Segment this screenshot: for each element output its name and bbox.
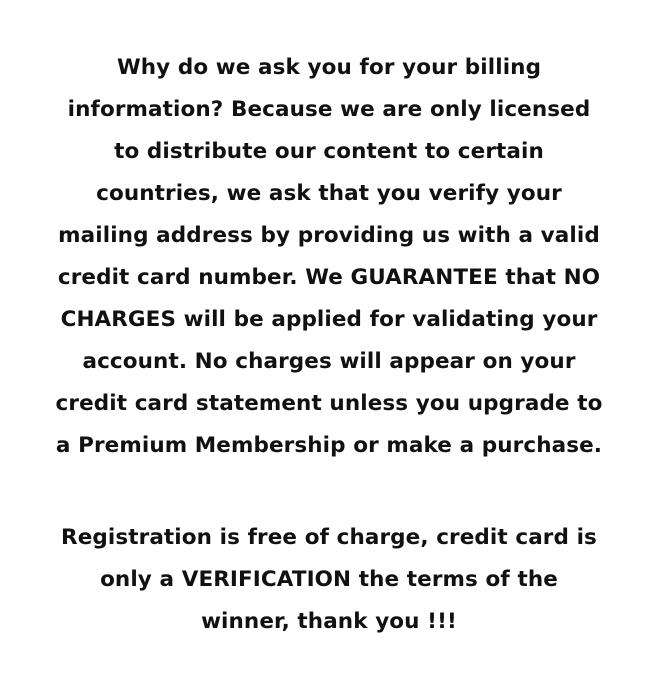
text-line: only a VERIFICATION the terms of the bbox=[100, 567, 558, 592]
text-line: Registration is free of charge, credit card is bbox=[61, 525, 597, 550]
billing-explanation-paragraph bbox=[0, 47, 658, 467]
text-line: credit card number. We GUARANTEE that NO bbox=[57, 265, 601, 290]
text-line: to distribute our content to certain bbox=[114, 139, 544, 164]
text-line: account. No charges will appear on your bbox=[82, 349, 576, 374]
registration-note-paragraph bbox=[0, 517, 658, 643]
text-line: winner, thank you !!! bbox=[201, 609, 457, 634]
text-line: countries, we ask that you verify your bbox=[96, 181, 562, 206]
text-line: Why do we ask you for your billing bbox=[116, 55, 542, 80]
text-line: credit card statement unless you upgrade to bbox=[55, 391, 603, 416]
text-line: a Premium Membership or make a purchase. bbox=[55, 433, 603, 458]
text-line: information? Because we are only licensed bbox=[67, 97, 591, 122]
text-line: CHARGES will be applied for validating your bbox=[60, 307, 598, 332]
text-line: mailing address by providing us with a valid bbox=[58, 223, 600, 248]
